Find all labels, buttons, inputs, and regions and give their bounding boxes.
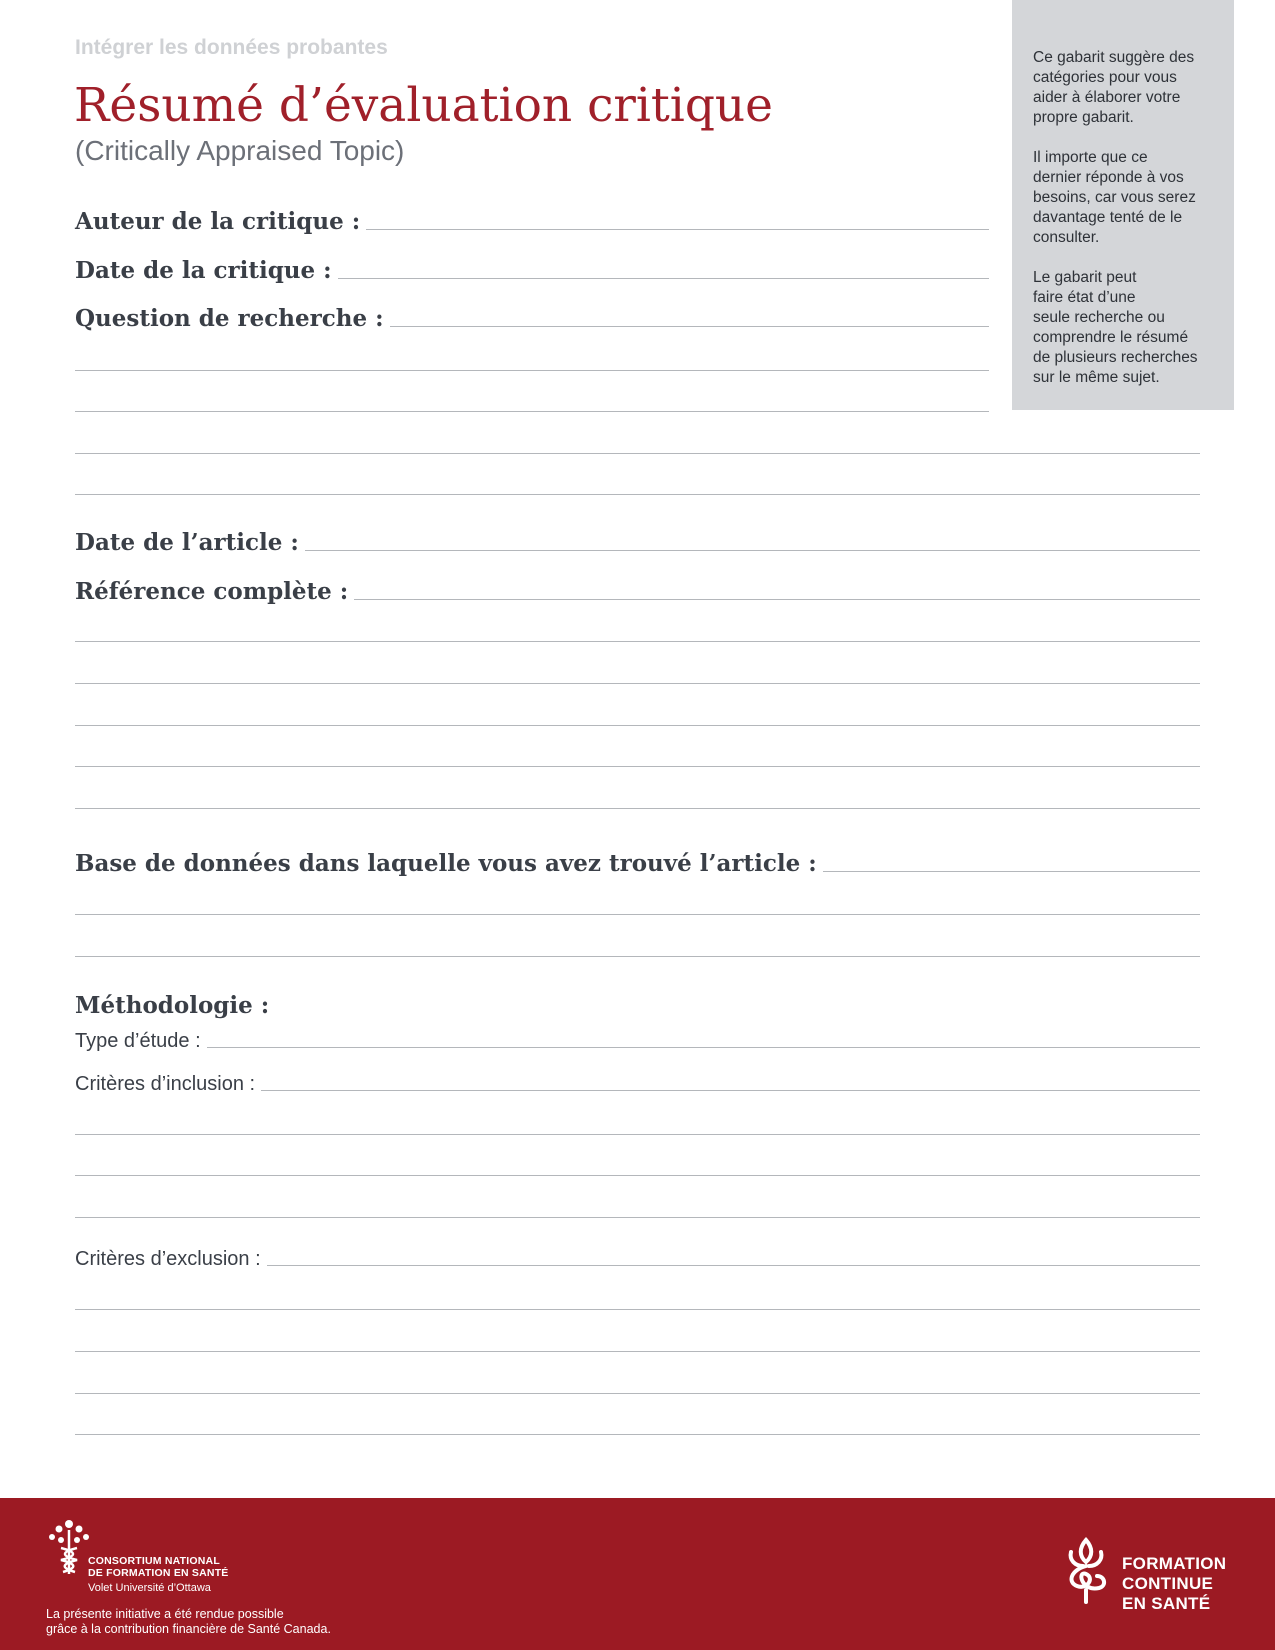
fcs-name: FORMATION CONTINUE EN SANTÉ xyxy=(1122,1554,1227,1613)
write-line[interactable] xyxy=(75,411,989,412)
write-line[interactable] xyxy=(75,1393,1200,1394)
write-line[interactable] xyxy=(75,494,1200,495)
reference-label: Référence complète : xyxy=(75,578,349,605)
write-line[interactable] xyxy=(75,914,1200,915)
type-etude-field[interactable] xyxy=(75,1030,1200,1053)
inclusion-field[interactable] xyxy=(75,1073,1200,1096)
write-line[interactable] xyxy=(75,453,1200,454)
sidebar-paragraph: Le gabarit peut faire état d’une seule recherche ou comprendre le résumé de plusieurs recherches sur le même sujet. xyxy=(1033,269,1198,386)
page-subtitle: (Critically Appraised Topic) xyxy=(75,135,405,166)
write-line[interactable] xyxy=(75,641,1200,642)
date-article-field[interactable] xyxy=(75,529,1200,556)
type-etude-label: Type d’étude : xyxy=(75,1030,201,1052)
write-line[interactable] xyxy=(75,956,1200,957)
info-sidebar xyxy=(1012,0,1234,410)
sidebar-paragraph: Ce gabarit suggère des catégories pour vous aider à élaborer votre propre gabarit. xyxy=(1033,49,1195,126)
auteur-label: Auteur de la critique : xyxy=(75,208,361,235)
date-article-label: Date de l’article : xyxy=(75,529,299,556)
fcs-leaf-logo-icon xyxy=(1061,1536,1111,1606)
methodologie-heading: Méthodologie : xyxy=(75,992,270,1019)
write-line[interactable] xyxy=(75,1134,1200,1135)
write-line[interactable] xyxy=(366,229,989,230)
date-critique-label: Date de la critique : xyxy=(75,257,332,284)
footer-band xyxy=(0,1498,1275,1650)
question-field[interactable] xyxy=(75,305,989,332)
write-line[interactable] xyxy=(207,1047,1200,1048)
reference-field[interactable] xyxy=(75,578,1200,605)
write-line[interactable] xyxy=(390,326,989,327)
write-line[interactable] xyxy=(354,599,1200,600)
write-line[interactable] xyxy=(305,550,1200,551)
write-line[interactable] xyxy=(75,725,1200,726)
question-label: Question de recherche : xyxy=(75,305,384,332)
sidebar-paragraph: Il importe que ce dernier réponde à vos besoins, car vous serez davantage tenté de le consulter. xyxy=(1033,149,1196,246)
write-line[interactable] xyxy=(75,1175,1200,1176)
write-line[interactable] xyxy=(75,370,989,371)
write-line[interactable] xyxy=(75,1217,1200,1218)
write-line[interactable] xyxy=(267,1265,1200,1266)
page-title: Résumé d’évaluation critique xyxy=(74,78,773,133)
write-line[interactable] xyxy=(75,1351,1200,1352)
cnfs-subtitle: Volet Université d’Ottawa xyxy=(88,1582,211,1594)
supertitle: Intégrer les données probantes xyxy=(75,36,388,59)
exclusion-field[interactable] xyxy=(75,1248,1200,1271)
base-donnees-label: Base de données dans laquelle vous avez trouvé l’article : xyxy=(75,850,817,877)
write-line[interactable] xyxy=(75,683,1200,684)
cnfs-name: CONSORTIUM NATIONAL DE FORMATION EN SANTÉ xyxy=(88,1555,229,1579)
base-donnees-field[interactable] xyxy=(75,850,1200,877)
cnfs-logo-icon xyxy=(47,1518,91,1578)
inclusion-label: Critères d’inclusion : xyxy=(75,1073,256,1095)
write-line[interactable] xyxy=(261,1090,1200,1091)
write-line[interactable] xyxy=(75,1309,1200,1310)
date-critique-field[interactable] xyxy=(75,257,989,284)
exclusion-label: Critères d’exclusion : xyxy=(75,1248,261,1270)
auteur-field[interactable] xyxy=(75,208,989,235)
write-line[interactable] xyxy=(823,871,1200,872)
write-line[interactable] xyxy=(75,1434,1200,1435)
write-line[interactable] xyxy=(338,278,989,279)
funding-note: La présente initiative a été rendue possible grâce à la contribution financière de Santé Canada. xyxy=(46,1607,331,1636)
write-line[interactable] xyxy=(75,766,1200,767)
write-line[interactable] xyxy=(75,808,1200,809)
